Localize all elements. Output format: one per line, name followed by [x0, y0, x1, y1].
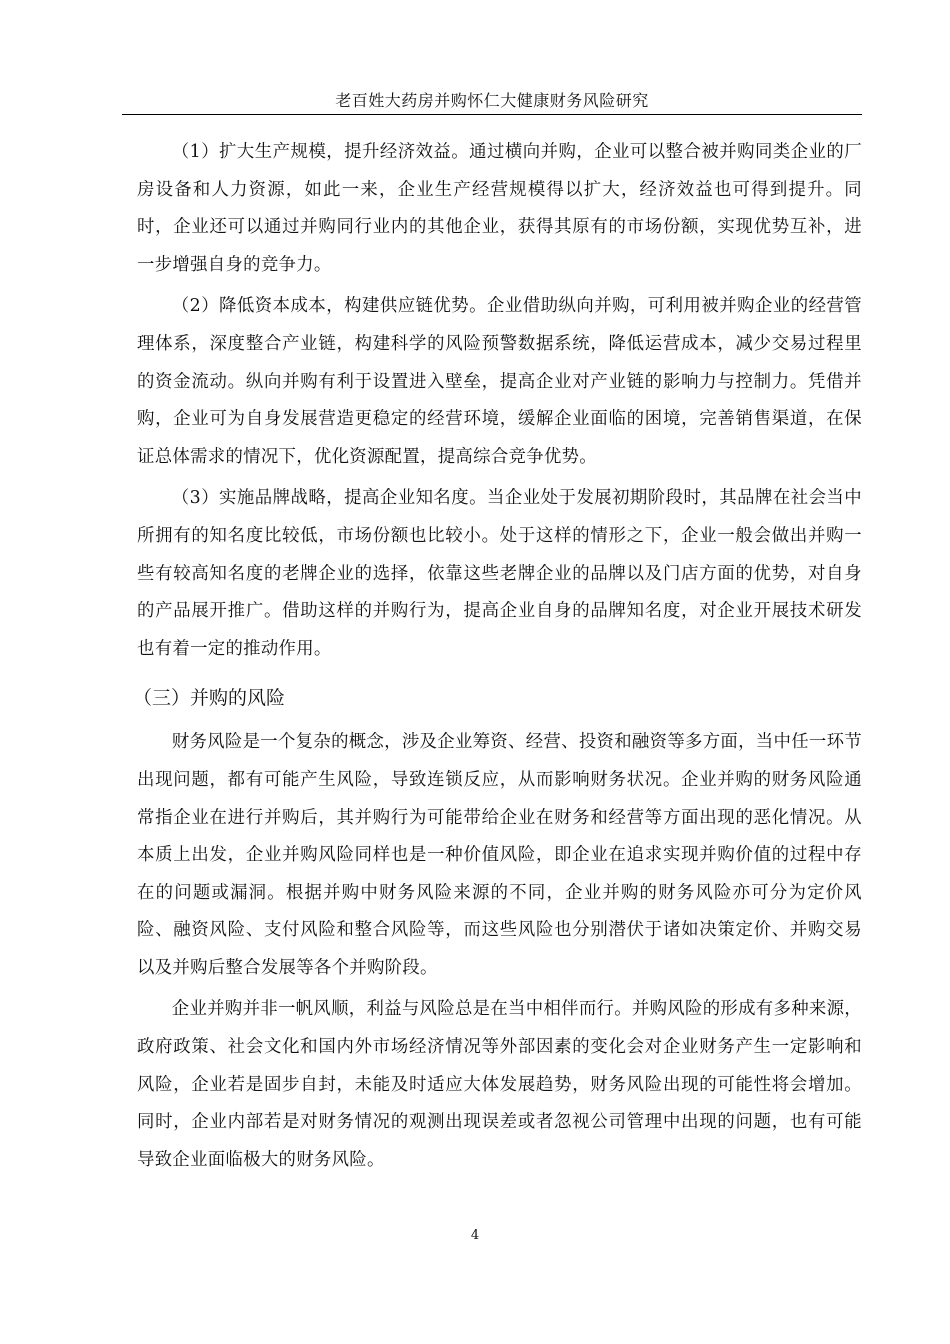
- body-text: [133, 134, 862, 1183]
- running-header: 老百姓大药房并购怀仁大健康财务风险研究: [122, 92, 862, 115]
- paragraph-financial-risk: 财务风险是一个复杂的概念，涉及企业筹资、经营、投资和融资等多方面，当中任一环节出现问题，都有可能产生风险，导致连锁反应，从而影响财务状况。企业并购的财务风险通常指企业在进行并购后，其并购行为可能带给企业在财务和经营等方面出现的恶化情况。从本质上出发，企业并购风险同样也是一种价值风险，即企业在追求实现并购价值的过程中存在的问题或漏洞。根据并购中财务风险来源的不同，企业并购的财务风险亦可分为定价风险、融资风险、支付风险和整合风险等，而这些风险也分别潜伏于诸如决策定价、并购交易以及并购后整合发展等各个并购阶段。: [137, 732, 862, 978]
- paragraph-risk-sources: 企业并购并非一帆风顺，利益与风险总是在当中相伴而行。并购风险的形成有多种来源，政府政策、社会文化和国内外市场经济情况等外部因素的变化会对企业财务产生一定影响和风险，企业若是固步自封，未能及时适应大体发展趋势，财务风险出现的可能性将会增加。同时，企业内部若是对财务情况的观测出现误差或者忽视公司管理中出现的问题，也有可能导致企业面临极大的财务风险。: [137, 999, 862, 1170]
- section-heading: （三）并购的风险: [133, 687, 286, 710]
- page-number: 4: [470, 1228, 480, 1243]
- paragraph-supply-chain: （2）降低资本成本，构建供应链优势。企业借助纵向并购，可利用被并购企业的经营管理体系，深度整合产业链，构建科学的风险预警数据系统，降低运营成本，减少交易过程里的资金流动。纵向并购有利于设置进入壁垒，提高企业对产业链的影响力与控制力。凭借并购，企业可为自身发展营造更稳定的经营环境，缓解企业面临的困境，完善销售渠道，在保证总体需求的情况下，优化资源配置，提高综合竞争优势。: [137, 296, 862, 467]
- paragraph-scale-economy: （1）扩大生产规模，提升经济效益。通过横向并购，企业可以整合被并购同类企业的厂房设备和人力资源，如此一来，企业生产经营规模得以扩大，经济效益也可得到提升。同时，企业还可以通过并购同行业内的其他企业，获得其原有的市场份额，实现优势互补，进一步增强自身的竞争力。: [137, 142, 862, 275]
- paragraph-brand-strategy: （3）实施品牌战略，提高企业知名度。当企业处于发展初期阶段时，其品牌在社会当中所拥有的知名度比较低，市场份额也比较小。处于这样的情形之下，企业一般会做出并购一些有较高知名度的老牌企业的选择，依靠这些老牌企业的品牌以及门店方面的优势，对自身的产品展开推广。借助这样的并购行为，提高企业自身的品牌知名度，对企业开展技术研发也有着一定的推动作用。: [137, 488, 862, 659]
